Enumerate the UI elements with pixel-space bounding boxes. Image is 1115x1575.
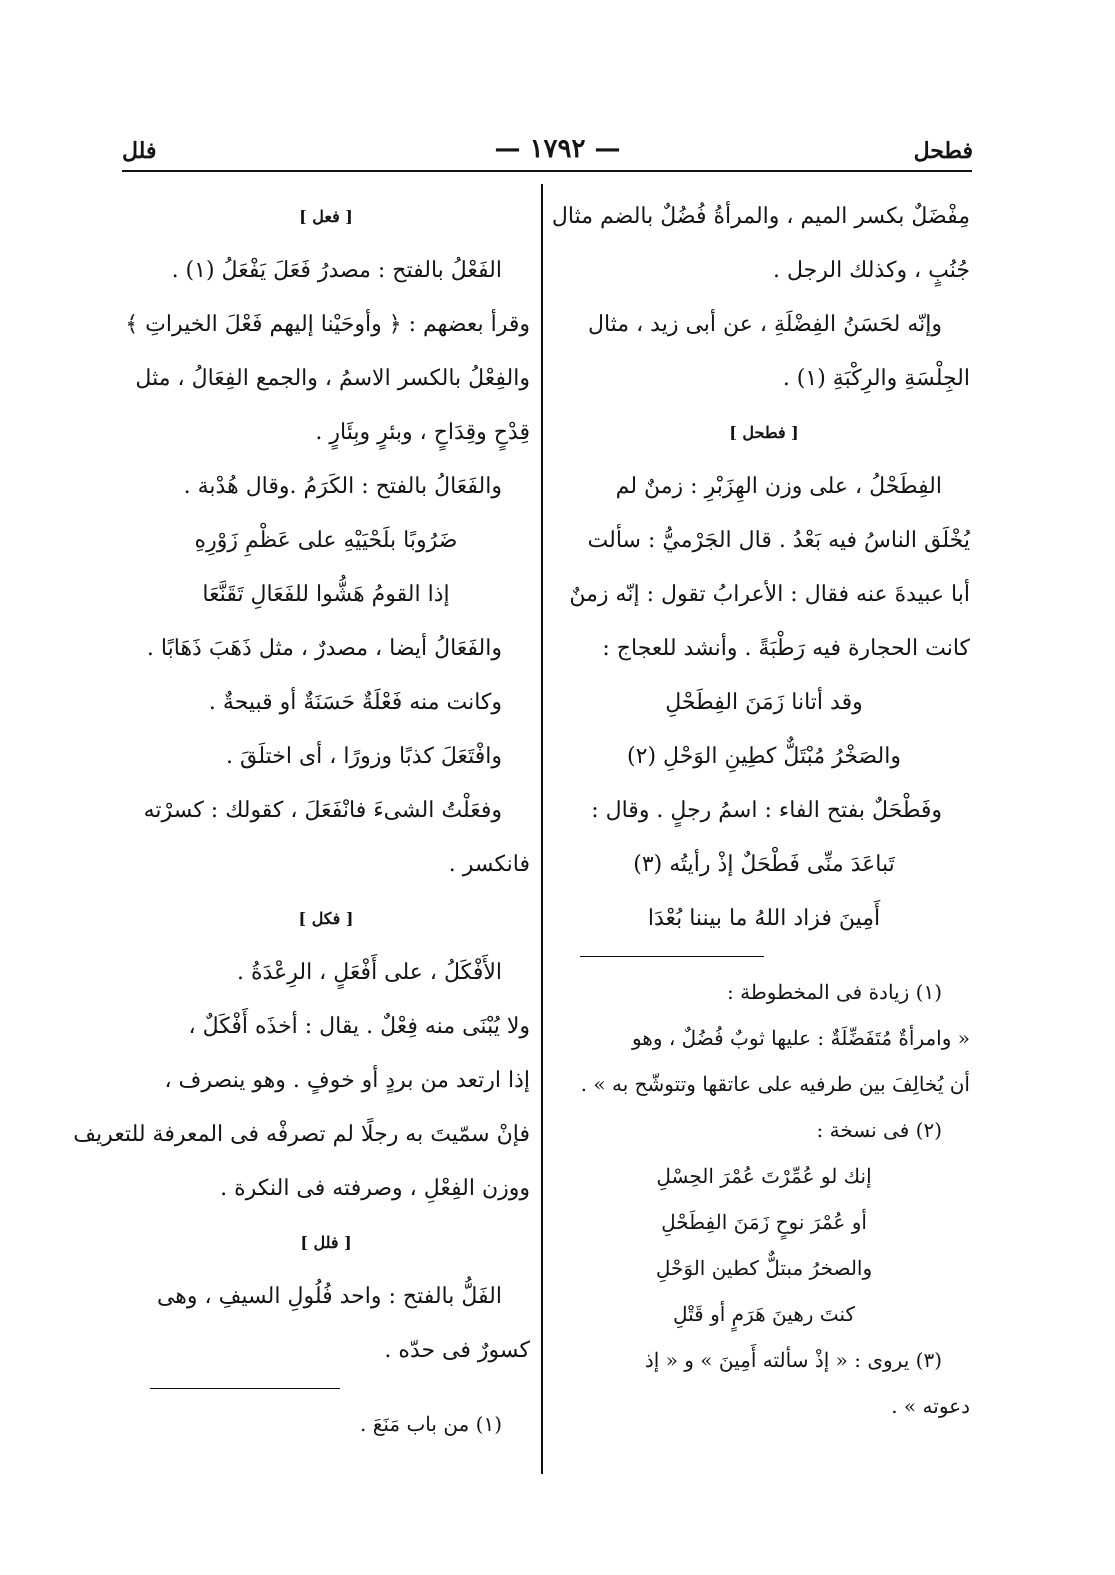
text-line: كسورٌ فى حدّه .: [384, 1338, 530, 1363]
column-divider: [541, 184, 543, 1474]
verse-line: تَباعَدَ منِّى فَطْحَلٌ إذْ رأيتُه (٣): [633, 852, 895, 877]
footnotes: [122, 1401, 530, 1447]
text-line: فإنْ سمّيتَ به رجلًا لم تصرفْه فى المعرفة للتعريف: [73, 1122, 530, 1147]
text-line: الفِطَحْلُ ، على وزن الهِزَبْرِ : زمنٌ لم: [615, 474, 942, 499]
text-line: وإنّه لحَسَنُ الفِضْلَةِ ، عن أبى زيد ، مثال: [587, 312, 942, 337]
text-line: وافْتَعَلَ كذبًا وزورًا ، أى اختلَقَ .: [226, 744, 502, 769]
left-column: [73, 190, 530, 1447]
page-number: — ١٧٩٢ —: [494, 134, 621, 164]
text-line: الجِلْسَةِ والرِكْبَةِ (١) .: [782, 366, 970, 391]
right-column: [551, 190, 970, 1429]
text-line: وقرأ بعضهم : ﴿ وأوحَيْنا إليهم فَعْلَ الخيراتِ ﴾: [125, 312, 530, 337]
text-line: الأَفْكَلُ ، على أَفْعَلٍ ، الرِعْدَةُ .: [237, 960, 502, 985]
verse-line: إذا القومُ هَشُّوا للفَعَالِ تَقَنَّعَا: [202, 582, 450, 607]
text-line: الفَعْلُ بالفتح : مصدرُ فَعَلَ يَفْعَلُ (١) .: [171, 258, 502, 283]
text-line: يُخْلَق الناسُ فيه بَعْدُ . قال الجَرْميُّ : سألت: [587, 528, 970, 553]
footnote-separator: [580, 956, 764, 957]
footnote-line: دعوته » .: [891, 1394, 970, 1418]
footnote-verse-line: والصخرُ مبتلٌّ كطين الوَحْلِ: [655, 1256, 873, 1280]
entry-heading: [ فعل ]: [299, 207, 353, 226]
text-line: جُنُبٍ ، وكذلك الرجل .: [772, 258, 970, 283]
text-line: وفَطْحَلٌ بفتح الفاء : اسمُ رجلٍ . وقال :: [591, 798, 942, 823]
text-line: والفَعَالُ بالفتح : الكَرَمُ .وقال هُدْبة .: [183, 474, 502, 499]
text-line: قِدْحٍ وقِدَاحٍ ، وبئرٍ وبِئَارٍ .: [315, 420, 530, 445]
verse-line: أَمِينَ فزاد اللهُ ما بيننا بُعْدَا: [647, 906, 881, 931]
footnote-verse-line: إنك لو عُمِّرْتَ عُمْرَ الحِسْلِ: [656, 1164, 872, 1188]
text-line: مِفْضَلٌ بكسر الميم ، والمرأةُ فُضُلٌ بالضم مثال: [551, 204, 970, 229]
text-line: الفَلُّ بالفتح : واحد فُلُولِ السيفِ ، وهى: [156, 1284, 502, 1309]
text-line: وفعَلْتُ الشىءَ فانْفَعَلَ ، كقولك : كسرْته: [143, 798, 502, 823]
text-line: وكانت منه فَعْلَةٌ حَسَنَةٌ أو قبيحةٌ .: [208, 690, 502, 715]
text-line: والفِعْلُ بالكسر الاسمُ ، والجمع الفِعَالُ ، مثل: [135, 366, 530, 391]
text-line: فانكسر .: [448, 852, 530, 877]
footnote-verse-line: كنتَ رهينَ هَرَمٍ أو قَتْلِ: [672, 1302, 855, 1326]
header-entry-word-left: فلل: [122, 138, 157, 164]
header-entry-word-right: فطحل: [913, 138, 973, 164]
entry-heading: [ فلل ]: [300, 1233, 352, 1252]
verse-line: ضَرُوبًا بلَحْيَيْهِ على عَظْمِ زَوْرِهِ: [194, 528, 458, 553]
entry-heading: [ فكل ]: [298, 909, 354, 928]
footnote-verse-line: أو عُمْرَ نوحٍ زَمَنَ الفِطَحْلِ: [661, 1210, 867, 1234]
footnote-line: أن يُخالِفَ بين طرفيه على عاتقها وتتوشّح به » .: [580, 1072, 970, 1096]
text-line: والفَعَالُ أيضا ، مصدرٌ ، مثل ذَهَبَ ذَهَابًا .: [146, 636, 502, 661]
footnote-separator: [150, 1388, 340, 1389]
header-rule: [122, 170, 972, 172]
text-line: ووزن الفِعْلِ ، وصرفته فى النكرة .: [220, 1176, 530, 1201]
verse-line: وقد أتانا زَمَنَ الفِطَحْلِ: [665, 690, 863, 715]
footnote-line: (٢) فى نسخة :: [816, 1118, 942, 1142]
text-line: ولا يُبْنَى منه فِعْلٌ . يقال : أخذَه أَفْكَلٌ ،: [188, 1014, 530, 1039]
footnotes: [558, 969, 970, 1429]
footnote-line: (٣) يروى : « إذْ سألته أَمِينَ » و « إذ: [644, 1348, 942, 1372]
footnote-line: « وامرأةٌ مُتَفَضِّلَةٌ : عليها ثوبٌ فُضُلٌ ، وهو: [631, 1026, 970, 1050]
text-line: إذا ارتعد من بردٍ أو خوفٍ . وهو ينصرف ،: [164, 1068, 530, 1093]
footnote-line: (١) من باب مَنَعَ .: [360, 1412, 502, 1436]
footnote-line: (١) زيادة فى المخطوطة :: [727, 980, 942, 1004]
verse-line: والصَخْرُ مُبْتَلٌّ كطِينِ الوَحْلِ (٢): [627, 744, 901, 769]
entry-heading: [ فطحل ]: [729, 423, 799, 442]
text-line: كانت الحجارة فيه رَطْبَةً . وأنشد للعجاج :: [602, 636, 970, 661]
text-line: أبا عبيدةَ عنه فقال : الأعرابُ تقول : إنّه زمنٌ: [569, 582, 970, 607]
